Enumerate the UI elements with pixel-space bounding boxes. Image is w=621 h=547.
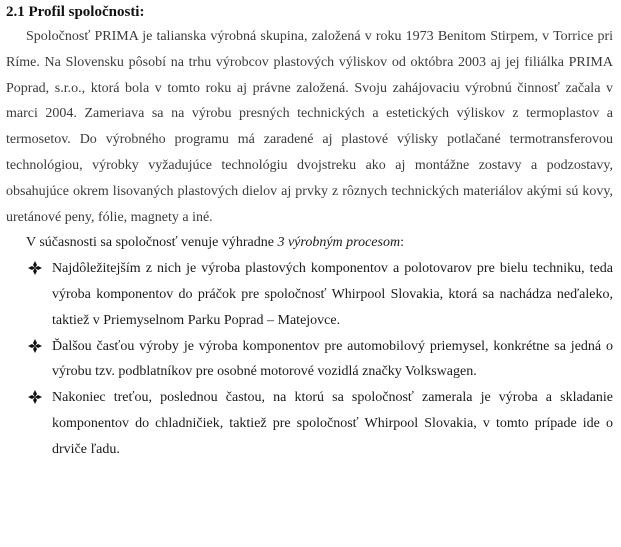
company-profile-paragraph: Spoločnosť PRIMA je talianska výrobná skupina, založená v roku 1973 Benitom Stirpem, v Torrice pri Ríme. Na Slovensku pôsobí na trhu výrobcov plastových výliskov od októbra 2003 aj jej filiálka PRIMA Poprad, s.r.o., ktorá bola v tomto roku aj právne založená. Svoju zahájovaciu výrobnú činnosť začala v marci 2004. Zameriava sa na výrobu presných technických a estetických výliskov z termoplastov a termosetov. Do výrobného programu má zaradené aj plastové výlisky potlačané termotransferovou technológiou, výrobky vyžadujúce technológiu dvojstreku ako aj montážne zostavy a podzostavy, obsahujúce okrem lisovaných plastových dielov aj prvky z rôznych technických materiálov akými sú kovy, uretánové peny, fólie, magnety a iné. xyxy=(6,29,613,225)
list-item-text: Nakoniec treťou, poslednou častou, na ktorú sa spoločnosť zamerala je výroba a skladanie komponentov do chladničiek, taktiež pre spoločnosť Whirpool Slovakia, v tomto prípade ide o drviče ľadu. xyxy=(52,390,613,457)
process-list xyxy=(6,256,613,462)
list-item xyxy=(6,334,613,386)
list-item xyxy=(6,256,613,333)
list-item xyxy=(6,385,613,462)
four-diamond-bullet-icon xyxy=(28,261,42,275)
four-diamond-bullet-icon xyxy=(28,390,42,404)
processes-intro xyxy=(6,230,613,256)
list-item-text: Ďalšou časťou výroby je výroba komponentov pre automobilový priemysel, konkrétne sa jedná o výrobu tzv. podblatníkov pre osobné motorové vozidlá značky Volkswagen. xyxy=(52,338,613,380)
section-heading: 2.1 Profil spoločnosti: xyxy=(6,4,145,20)
list-item-text: Najdôležitejším z nich je výroba plastových komponentov a polotovarov pre bielu techniku, teda výroba komponentov do práčok pre spoločnosť Whirpool Slovakia, ktorá sa nachádza neďaleko, taktiež v Priemyselnom Parku Poprad – Matejovce. xyxy=(52,261,613,328)
intro-text: V súčasnosti sa spoločnosť venuje výhradne xyxy=(26,235,278,251)
intro-emphasis: 3 výrobným procesom xyxy=(277,235,401,251)
four-diamond-bullet-icon xyxy=(28,339,42,353)
intro-end: : xyxy=(400,235,404,251)
